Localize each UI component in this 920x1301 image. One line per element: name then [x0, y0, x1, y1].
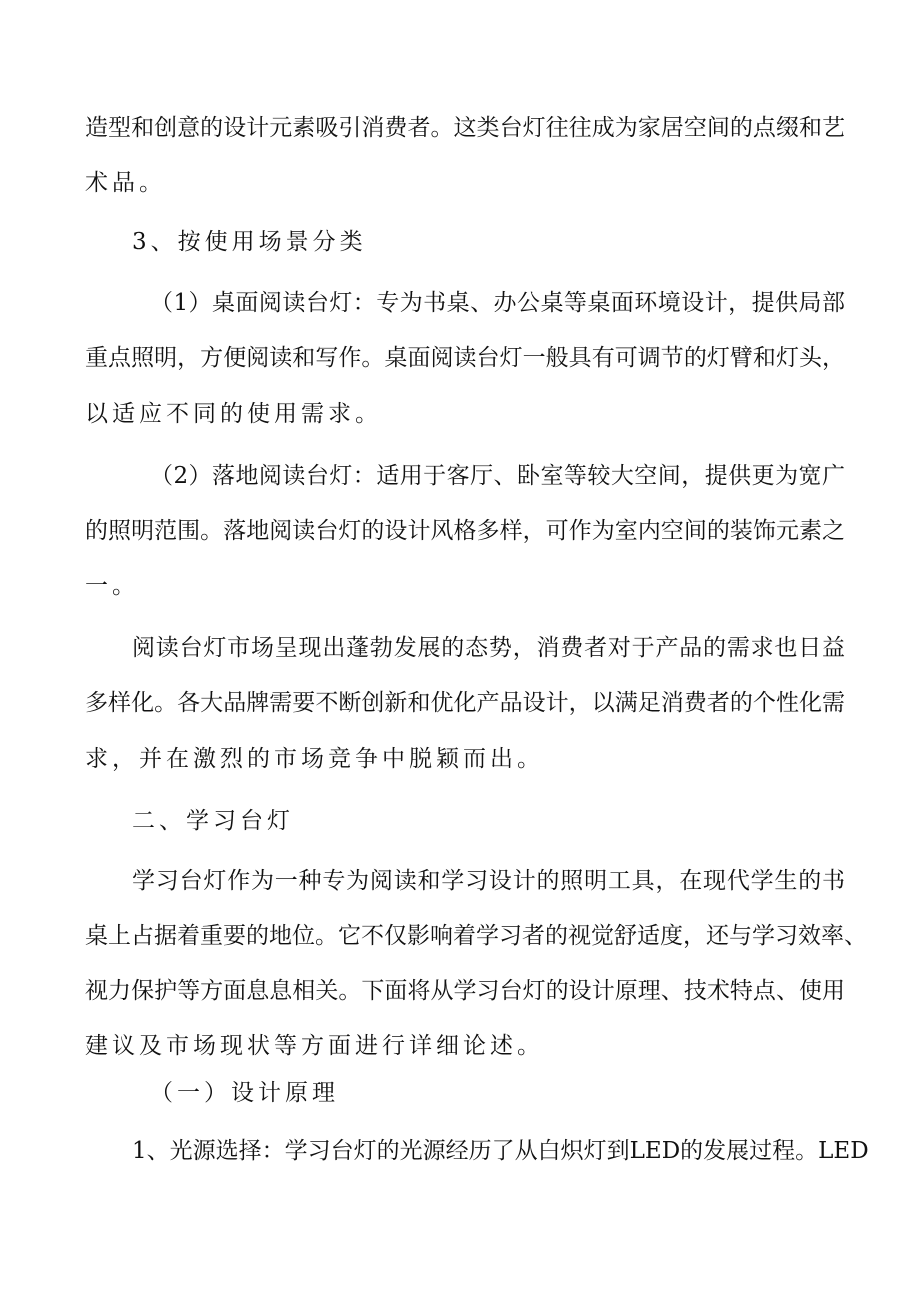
paragraph-line: （1）桌面阅读台灯：专为书桌、办公桌等桌面环境设计，提供局部	[150, 290, 845, 316]
subsection-heading: （一）设计原理	[150, 1080, 339, 1106]
paragraph-line: 造型和创意的设计元素吸引消费者。这类台灯往往成为家居空间的点缀和艺	[85, 115, 845, 141]
paragraph-line: 术品。	[85, 170, 166, 196]
paragraph-line: 阅读台灯市场呈现出蓬勃发展的态势，消费者对于产品的需求也日益	[132, 635, 845, 661]
paragraph-line: 以适应不同的使用需求。	[85, 401, 382, 427]
paragraph-line: 桌上占据着重要的地位。它不仅影响着学习者的视觉舒适度，还与学习效率、	[85, 923, 867, 949]
paragraph-line: 视力保护等方面息息相关。下面将从学习台灯的设计原理、技术特点、使用	[85, 978, 845, 1004]
paragraph-line: 的照明范围。落地阅读台灯的设计风格多样，可作为室内空间的装饰元素之	[85, 518, 845, 544]
section-heading: 3、按使用场景分类	[132, 229, 367, 255]
paragraph-line: 多样化。各大品牌需要不断创新和优化产品设计，以满足消费者的个性化需	[85, 690, 845, 716]
paragraph-line: 求，并在激烈的市场竞争中脱颖而出。	[85, 746, 544, 772]
paragraph-line: 建议及市场现状等方面进行详细论述。	[85, 1033, 544, 1059]
paragraph-line: 一。	[85, 573, 139, 599]
paragraph-line: 重点照明，方便阅读和写作。桌面阅读台灯一般具有可调节的灯臂和灯头，	[85, 345, 845, 371]
section-heading: 二、学习台灯	[132, 808, 294, 834]
paragraph-line: 1、光源选择：学习台灯的光源经历了从白炽灯到LED的发展过程。LED	[132, 1138, 869, 1164]
paragraph-line: 学习台灯作为一种专为阅读和学习设计的照明工具，在现代学生的书	[132, 868, 845, 894]
paragraph-line: （2）落地阅读台灯：适用于客厅、卧室等较大空间，提供更为宽广	[150, 463, 845, 489]
